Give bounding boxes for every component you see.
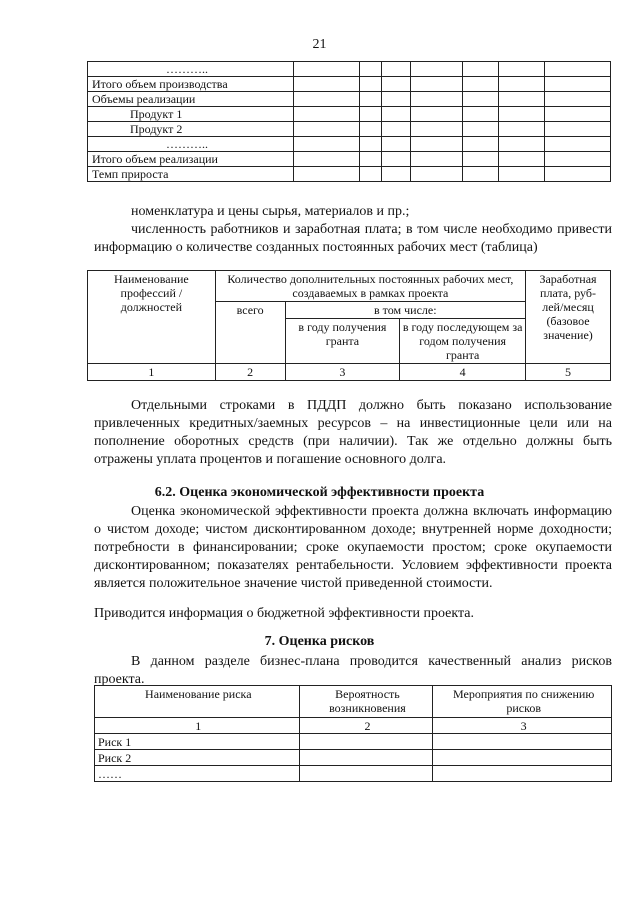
table-row bbox=[88, 152, 611, 167]
table-cell bbox=[499, 152, 545, 167]
table-cell bbox=[381, 167, 411, 182]
risks-num-1: 1 bbox=[95, 718, 300, 734]
jobs-table bbox=[87, 270, 611, 381]
jobs-num-2: 2 bbox=[215, 364, 285, 381]
jobs-num-1: 1 bbox=[88, 364, 216, 381]
paragraph-budget: Приводится информация о бюджетной эффективности проекта. bbox=[94, 606, 475, 621]
table-cell bbox=[359, 137, 381, 152]
section-heading-efficiency: 6.2. Оценка экономической эффективности проекта bbox=[154, 485, 485, 500]
table-cell bbox=[411, 122, 463, 137]
table-cell bbox=[293, 77, 359, 92]
table-row bbox=[95, 750, 612, 766]
table-cell bbox=[411, 137, 463, 152]
table-cell bbox=[411, 62, 463, 77]
table-cell bbox=[293, 167, 359, 182]
jobs-col-including: в том числе: bbox=[285, 302, 525, 319]
table-row bbox=[88, 62, 611, 77]
table-cell bbox=[463, 92, 499, 107]
table-cell bbox=[433, 750, 612, 766]
table-cell bbox=[381, 137, 411, 152]
risk-name: …… bbox=[95, 766, 300, 782]
table-cell bbox=[381, 92, 411, 107]
table-cell bbox=[411, 77, 463, 92]
table-cell bbox=[359, 77, 381, 92]
table-row-label: ……….. bbox=[88, 62, 294, 77]
jobs-col-profession: Наименование профессий / должностей bbox=[88, 271, 216, 364]
table-row bbox=[88, 167, 611, 182]
table-cell bbox=[381, 62, 411, 77]
table-cell bbox=[463, 152, 499, 167]
risks-num-2: 2 bbox=[299, 718, 433, 734]
page-number: 21 bbox=[312, 37, 327, 52]
table-row-label: Продукт 1 bbox=[88, 107, 294, 122]
table-cell bbox=[359, 62, 381, 77]
table-cell bbox=[359, 167, 381, 182]
table-cell bbox=[545, 137, 611, 152]
jobs-num-4: 4 bbox=[400, 364, 526, 381]
table-cell bbox=[299, 734, 433, 750]
table-cell bbox=[545, 107, 611, 122]
table-row bbox=[95, 734, 612, 750]
table-cell bbox=[381, 122, 411, 137]
table-cell bbox=[293, 62, 359, 77]
table-row bbox=[88, 92, 611, 107]
risks-num-3: 3 bbox=[433, 718, 612, 734]
table-cell bbox=[499, 107, 545, 122]
paragraph-loans: Отдельными строками в ПДДП должно быть показано использование привлеченных кредитных/заемных ресурсов – на инвестиционные цели или на пополнение оборотных средств (при наличии). Так же отдельно должны быть отражены уплата процентов и погашение основного долга. bbox=[94, 398, 612, 467]
table-cell bbox=[433, 766, 612, 782]
table-cell bbox=[381, 77, 411, 92]
table-cell bbox=[545, 167, 611, 182]
jobs-col-count: Количество дополнительных постоянных рабочих мест, создаваемых в рамках проекта bbox=[215, 271, 525, 302]
table-cell bbox=[463, 122, 499, 137]
table-row-label: ……….. bbox=[88, 137, 294, 152]
table-cell bbox=[545, 77, 611, 92]
jobs-col-total: всего bbox=[215, 302, 285, 364]
paragraph-headcount: численность работников и заработная плата; в том числе необходимо привести информацию о количестве созданных постоянных рабочих мест (таблица) bbox=[94, 222, 612, 255]
risks-col-measures: Мероприятия по снижению рисков bbox=[433, 686, 612, 718]
table-cell bbox=[359, 107, 381, 122]
table-cell bbox=[299, 766, 433, 782]
table-row bbox=[95, 766, 612, 782]
table-cell bbox=[411, 167, 463, 182]
table-cell bbox=[293, 122, 359, 137]
table-cell bbox=[499, 122, 545, 137]
jobs-num-3: 3 bbox=[285, 364, 400, 381]
table-cell bbox=[293, 137, 359, 152]
table-row bbox=[88, 137, 611, 152]
risk-name: Риск 1 bbox=[95, 734, 300, 750]
table-row-label: Объемы реализации bbox=[88, 92, 294, 107]
table-cell bbox=[293, 107, 359, 122]
risks-table bbox=[94, 685, 612, 782]
risks-col-name: Наименование риска bbox=[95, 686, 300, 718]
table-cell bbox=[293, 152, 359, 167]
table-cell bbox=[411, 107, 463, 122]
production-sales-table bbox=[87, 61, 611, 182]
table-cell bbox=[499, 77, 545, 92]
table-cell bbox=[433, 734, 612, 750]
table-cell bbox=[359, 152, 381, 167]
table-cell bbox=[381, 107, 411, 122]
table-cell bbox=[359, 122, 381, 137]
jobs-col-next-year: в году последующем за годом получения гранта bbox=[400, 319, 526, 364]
table-cell bbox=[463, 167, 499, 182]
jobs-col-salary bbox=[526, 271, 611, 364]
table-cell bbox=[499, 92, 545, 107]
table-row-label: Темп прироста bbox=[88, 167, 294, 182]
table-cell bbox=[499, 167, 545, 182]
table-cell bbox=[299, 750, 433, 766]
table-row-label: Итого объем производства bbox=[88, 77, 294, 92]
jobs-col-salary-text: Заработная плата, руб-лей/месяц (базовое значение) bbox=[539, 272, 597, 342]
section-heading-risks: 7. Оценка рисков bbox=[264, 634, 375, 649]
risk-name: Риск 2 bbox=[95, 750, 300, 766]
paragraph-risks: В данном разделе бизнес-плана проводится качественный анализ рисков проекта. bbox=[94, 654, 612, 687]
table-cell bbox=[463, 137, 499, 152]
table-cell bbox=[359, 92, 381, 107]
paragraph-nomenclature: номенклатура и цены сырья, материалов и пр.; bbox=[131, 204, 410, 219]
table-cell bbox=[499, 62, 545, 77]
table-row bbox=[88, 77, 611, 92]
jobs-col-grant-year: в году получения гранта bbox=[285, 319, 400, 364]
table-row-label: Итого объем реализации bbox=[88, 152, 294, 167]
table-cell bbox=[545, 152, 611, 167]
table-row-label: Продукт 2 bbox=[88, 122, 294, 137]
table-cell bbox=[293, 92, 359, 107]
table-cell bbox=[545, 122, 611, 137]
table-cell bbox=[545, 62, 611, 77]
table-cell bbox=[463, 77, 499, 92]
table-cell bbox=[381, 152, 411, 167]
risks-col-probability: Вероятность возникновения bbox=[299, 686, 433, 718]
table-row bbox=[88, 107, 611, 122]
table-cell bbox=[463, 107, 499, 122]
table-cell bbox=[499, 137, 545, 152]
paragraph-efficiency: Оценка экономической эффективности проекта должна включать информацию о чистом доходе; чистом дисконтированном доходе; внутренней норме доходности; потребности в финансировании; сроке окупаемости простом; сроке окупаемости дисконтированном; показателях рентабельности. Условием эффективности проекта является положительное значение чистой приведенной стоимости. bbox=[94, 504, 612, 591]
table-cell bbox=[411, 92, 463, 107]
table-row bbox=[88, 122, 611, 137]
table-cell bbox=[545, 92, 611, 107]
table-cell bbox=[463, 62, 499, 77]
jobs-num-5: 5 bbox=[526, 364, 611, 381]
table-cell bbox=[411, 152, 463, 167]
